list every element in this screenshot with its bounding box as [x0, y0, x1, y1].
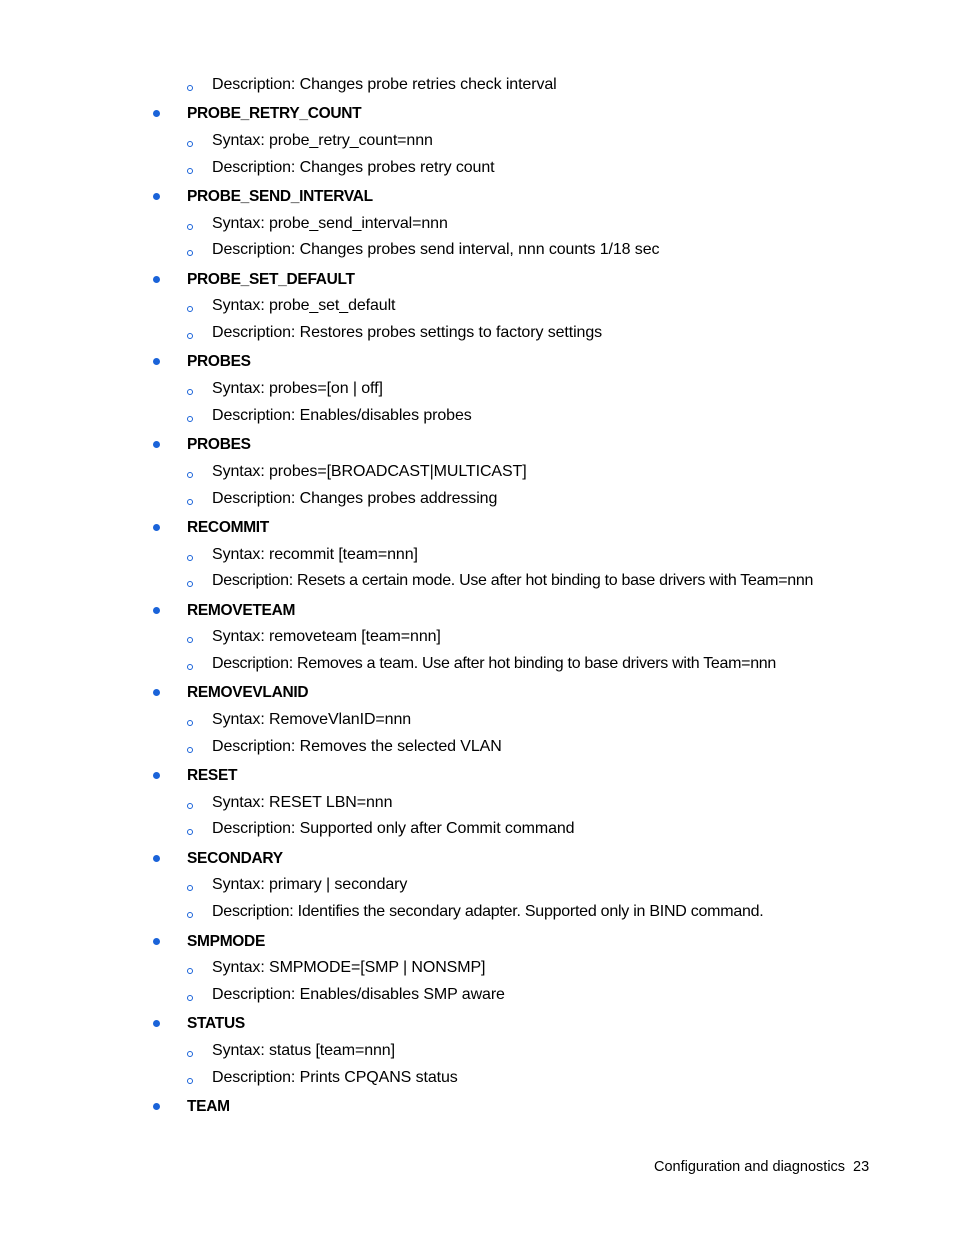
- bullet-dot: [153, 441, 160, 448]
- sub-bullet-marker: [187, 333, 193, 339]
- bullet-dot: [153, 689, 160, 696]
- entry-heading: REMOVEVLANID: [187, 684, 309, 701]
- bullet-dot: [153, 607, 160, 614]
- entry-syntax: Syntax: primary | secondary: [212, 876, 408, 893]
- bullet-dot: [153, 1103, 160, 1110]
- bullet-dot: [153, 276, 160, 283]
- entry-syntax: Syntax: SMPMODE=[SMP | NONSMP]: [212, 959, 486, 976]
- entry-heading: PROBE_SET_DEFAULT: [187, 271, 355, 288]
- bullet-dot: [153, 772, 160, 779]
- sub-bullet-marker: [187, 747, 193, 753]
- bullet-dot: [153, 193, 160, 200]
- sub-bullet-marker: [187, 85, 193, 91]
- entry-description: Description: Enables/disables probes: [212, 407, 472, 424]
- entry-description: Description: Changes probes addressing: [212, 490, 498, 507]
- bullet-dot: [153, 855, 160, 862]
- entry-description: Description: Prints CPQANS status: [212, 1069, 458, 1086]
- entry-syntax: Syntax: probe_retry_count=nnn: [212, 132, 433, 149]
- sub-bullet-marker: [187, 141, 193, 147]
- entry-syntax: Syntax: RESET LBN=nnn: [212, 794, 393, 811]
- entry-syntax: Syntax: probes=[on | off]: [212, 380, 383, 397]
- entry-description: Description: Changes probes send interval, nnn counts 1/18 sec: [212, 241, 660, 258]
- entry-heading: PROBES: [187, 436, 251, 453]
- footer-section-title: Configuration and diagnostics: [654, 1159, 846, 1175]
- entry-syntax: Syntax: RemoveVlanID=nnn: [212, 711, 412, 728]
- entry-description: Description: Resets a certain mode. Use after hot binding to base drivers with Team=nnn: [212, 572, 814, 589]
- entry-heading: PROBES: [187, 353, 251, 370]
- entry-description: Description: Removes a team. Use after hot binding to base drivers with Team=nnn: [212, 655, 777, 672]
- entry-syntax: Syntax: probe_send_interval=nnn: [212, 215, 448, 232]
- entry-syntax: Syntax: probe_set_default: [212, 297, 396, 314]
- entry-heading: TEAM: [187, 1098, 230, 1115]
- sub-bullet-marker: [187, 720, 193, 726]
- sub-bullet-marker: [187, 637, 193, 643]
- footer-page-number: 23: [853, 1159, 870, 1175]
- entry-heading: RESET: [187, 767, 238, 784]
- entry-description: Description: Changes probes retry count: [212, 159, 495, 176]
- entry-syntax: Syntax: status [team=nnn]: [212, 1042, 395, 1059]
- sub-bullet-marker: [187, 968, 193, 974]
- entry-heading: PROBE_RETRY_COUNT: [187, 105, 362, 122]
- sub-bullet-marker: [187, 306, 193, 312]
- entry-heading: SMPMODE: [187, 933, 265, 950]
- entry-heading: SECONDARY: [187, 850, 283, 867]
- bullet-dot: [153, 524, 160, 531]
- sub-bullet-marker: [187, 581, 193, 587]
- bullet-dot: [153, 110, 160, 117]
- entry-heading: STATUS: [187, 1015, 245, 1032]
- sub-bullet-marker: [187, 885, 193, 891]
- sub-bullet-marker: [187, 1051, 193, 1057]
- entry-description: Description: Enables/disables SMP aware: [212, 986, 505, 1003]
- sub-bullet-marker: [187, 1078, 193, 1084]
- sub-bullet-marker: [187, 829, 193, 835]
- entry-syntax: Syntax: probes=[BROADCAST|MULTICAST]: [212, 463, 527, 480]
- entry-syntax: Syntax: recommit [team=nnn]: [212, 546, 418, 563]
- sub-bullet-marker: [187, 250, 193, 256]
- bullet-dot: [153, 358, 160, 365]
- sub-bullet-marker: [187, 224, 193, 230]
- entry-heading: RECOMMIT: [187, 519, 269, 536]
- entry-description: Description: Restores probes settings to factory settings: [212, 324, 603, 341]
- entry-heading: PROBE_SEND_INTERVAL: [187, 188, 373, 205]
- entry-description: Description: Identifies the secondary adapter. Supported only in BIND command.: [212, 903, 764, 920]
- sub-bullet-marker: [187, 912, 193, 918]
- sub-bullet-marker: [187, 389, 193, 395]
- entry-description: Description: Removes the selected VLAN: [212, 738, 502, 755]
- sub-bullet-marker: [187, 499, 193, 505]
- sub-bullet-marker: [187, 555, 193, 561]
- entry-syntax: Syntax: removeteam [team=nnn]: [212, 628, 441, 645]
- sub-bullet-marker: [187, 995, 193, 1001]
- sub-bullet-marker: [187, 664, 193, 670]
- entry-heading: REMOVETEAM: [187, 602, 296, 619]
- bullet-dot: [153, 1020, 160, 1027]
- intro-description: Description: Changes probe retries check interval: [212, 76, 557, 93]
- sub-bullet-marker: [187, 168, 193, 174]
- sub-bullet-marker: [187, 472, 193, 478]
- bullet-dot: [153, 938, 160, 945]
- sub-bullet-marker: [187, 416, 193, 422]
- sub-bullet-marker: [187, 803, 193, 809]
- entry-description: Description: Supported only after Commit command: [212, 820, 575, 837]
